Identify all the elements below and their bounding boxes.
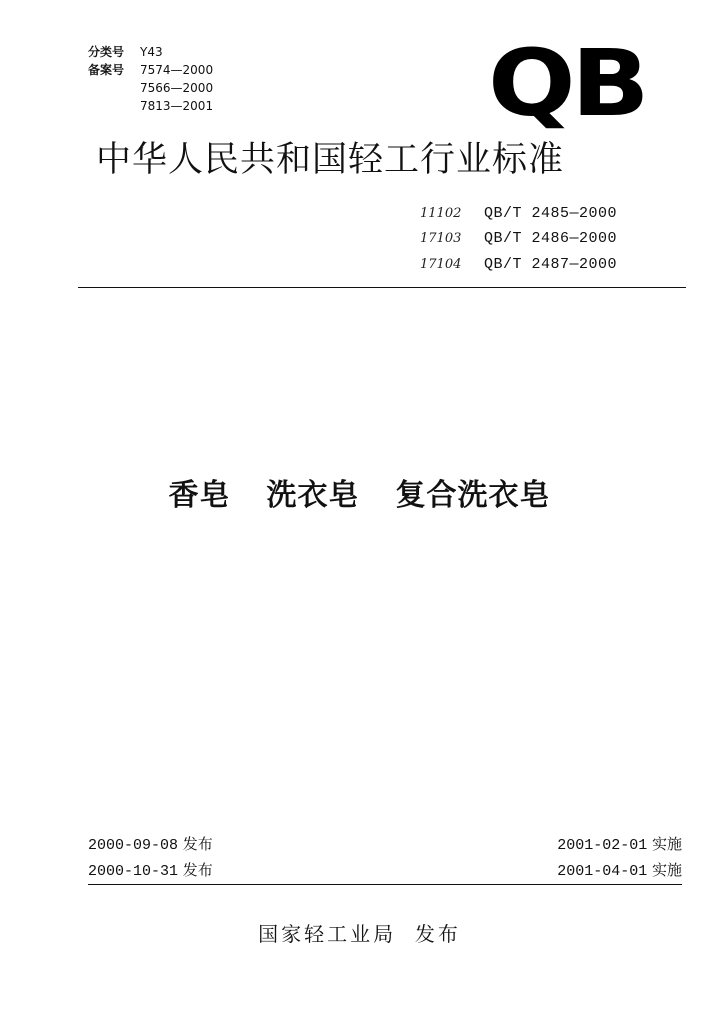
bottom-divider [88,884,682,885]
issuer-action: 发布 [414,922,461,946]
handwritten-note: 17103 [420,231,462,246]
standard-code: QB/T 2486—2000 [484,230,618,247]
record-value-1: 7574—2000 [140,63,214,77]
handwritten-note: 11102 [420,206,462,221]
classification-label: 分类号 [88,45,125,59]
record-value-2-row [140,80,213,96]
implement-date: 2001-02-01 [557,837,648,854]
document-title [0,470,719,514]
title-part-soap: 香皂 [168,478,231,513]
top-divider [78,287,686,288]
record-number [88,62,213,78]
publish-label: 发布 [182,835,213,853]
publish-date: 2000-10-31 [88,863,179,880]
standard-code-row [420,253,617,275]
classification-number [88,44,163,60]
issuer-org: 国家轻工业局 [258,922,397,946]
title-part-laundry-soap: 洗衣皂 [266,478,360,513]
implement-date-row [557,860,682,882]
publish-date: 2000-09-08 [88,837,179,854]
implement-date-row [557,834,682,856]
standard-code: QB/T 2487—2000 [484,256,618,273]
classification-value: Y43 [140,45,163,59]
implement-label: 实施 [651,835,682,853]
record-value-2: 7566—2000 [140,81,214,95]
record-value-3: 7813—2001 [140,99,214,113]
record-value-3-row [140,98,213,114]
handwritten-note: 17104 [420,257,462,272]
standard-code: QB/T 2485—2000 [484,205,618,222]
issuer-line [0,918,719,947]
publish-label: 发布 [182,861,213,879]
title-part-compound-laundry-soap: 复合洗衣皂 [395,478,551,513]
implement-label: 实施 [651,861,682,879]
publish-date-row [88,834,213,856]
publish-date-row [88,860,213,882]
standard-code-row [420,227,617,249]
qb-logo: QB [488,30,646,137]
standard-code-row [420,202,617,224]
implement-date: 2001-04-01 [557,863,648,880]
standard-type-heading: 中华人民共和国轻工行业标准 [96,140,565,180]
record-label: 备案号 [88,63,125,77]
